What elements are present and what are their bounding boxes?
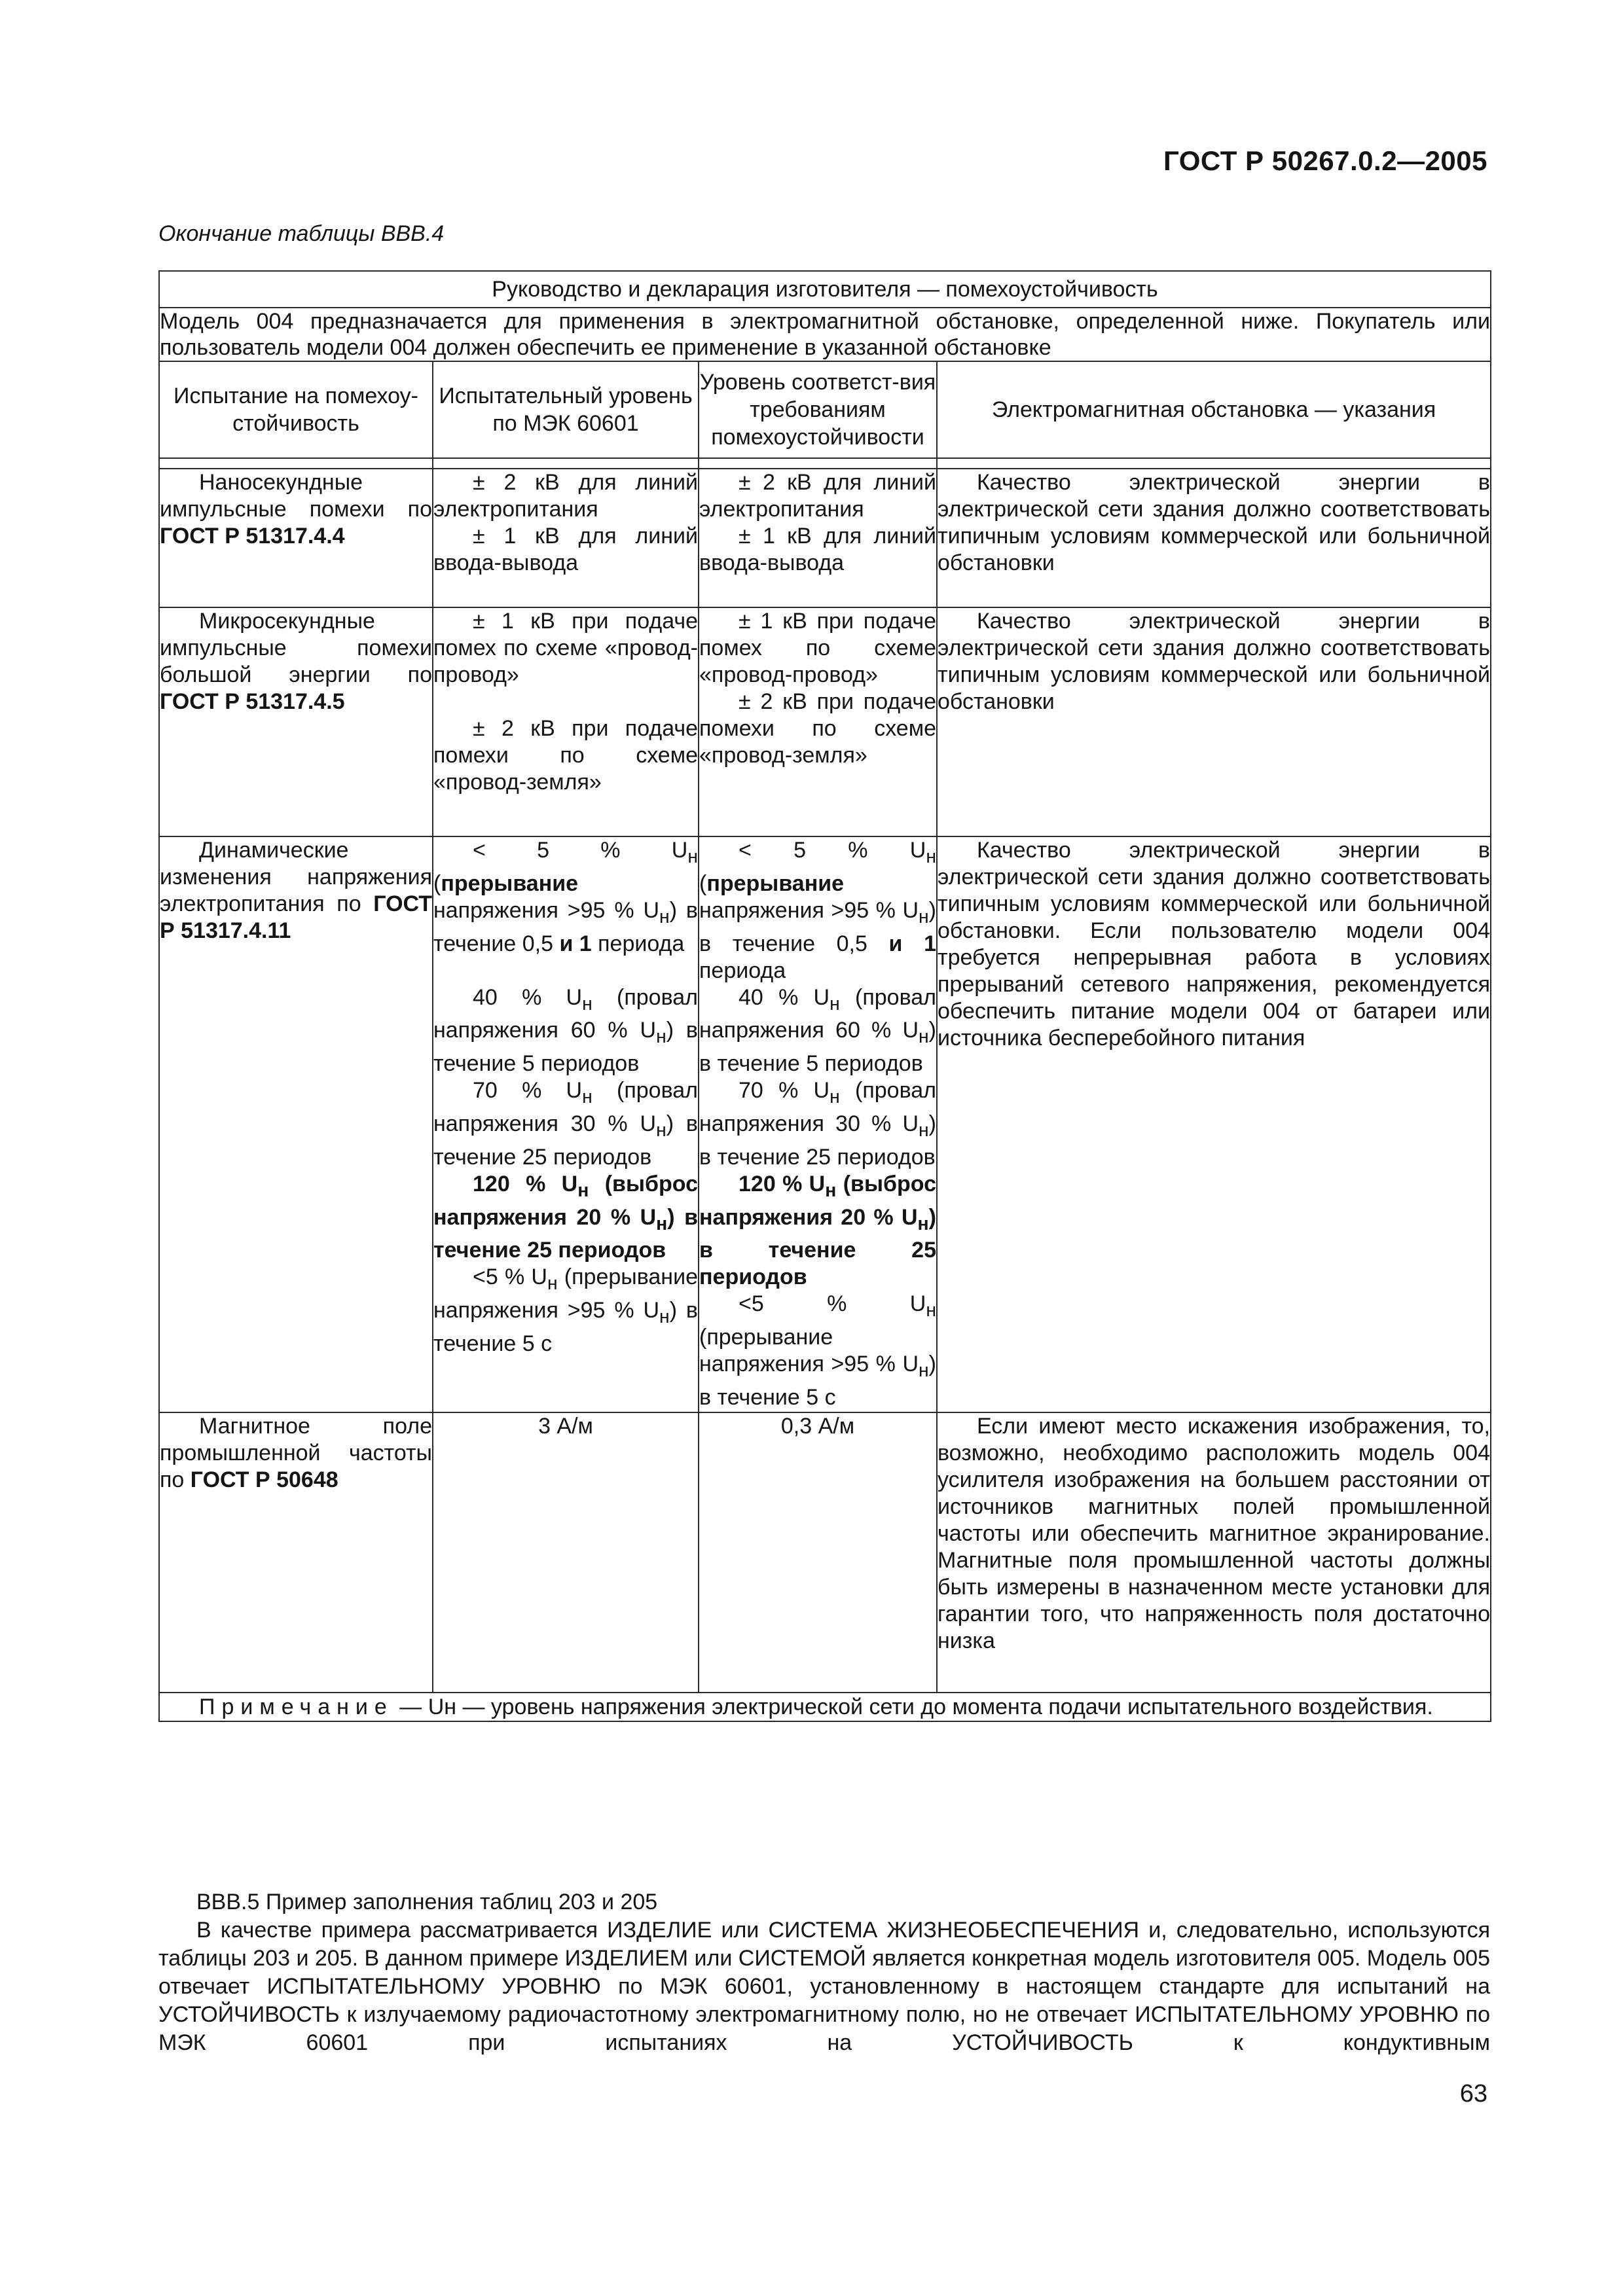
compliance-line: ± 1 кВ для линий ввода-вывода (699, 524, 936, 575)
test-standard: ГОСТ Р 51317.4.5 (160, 689, 345, 714)
section-heading: ВВВ.5 Пример заполнения таблиц 203 и 205 (196, 1890, 658, 1914)
test-name: Наносекундные импульсные помехи по (160, 470, 432, 522)
table-row (159, 1412, 1491, 1693)
compliance-cell (699, 469, 937, 607)
compliance-line: ± 2 кВ при подаче помехи по схеме «провод-земля» (699, 689, 936, 768)
test-level-line: 3 А/м (538, 1414, 593, 1439)
compliance-cell (699, 1412, 937, 1693)
test-standard: ГОСТ Р 51317.4.11 (160, 891, 432, 943)
test-standard: ГОСТ Р 51317.4.4 (160, 524, 345, 548)
document-id: ГОСТ Р 50267.0.2—2005 (1163, 145, 1487, 176)
test-level-line: 70 % $U_н$ (провал напряжения 30 % $U_н$) в течение 25 периодов (433, 1078, 698, 1170)
table-intro: Модель 004 предназначается для применения в электромагнитной обстановке, определенной ниже. Покупатель или пользователь модели 004 должен обеспечить ее применение в указанной обстановке (160, 309, 1490, 360)
environment-text: Если имеют место искажения изображения, то, возможно, необходимо расположить модель 004 усилителя изображения на большем расстоянии от источников магнитных полей промышленной частоты или обеспечить магнитное экранирование. Магнитные поля промышленной частоты должны быть измерены в назначенном месте установки для гарантии того, что напряженность поля достаточно низка (938, 1414, 1490, 1653)
test-level-line: ± 2 кВ при подаче помехи по схеме «провод-земля» (433, 716, 698, 795)
column-header-compliance: Уровень соответст-вия требованиям помехоустойчивости (699, 361, 937, 458)
environment-cell (937, 607, 1491, 836)
compliance-line: 120 % $U_н$ (выброс напряжения 20 % $U_н$) в течение 25 периодов (699, 1171, 936, 1290)
body-text (158, 1888, 1490, 2057)
compliance-line: 70 % $U_н$ (провал напряжения 30 % $U_н$) в течение 25 периодов (699, 1078, 936, 1170)
compliance-line: 40 % $U_н$ (провал напряжения 60 % $U_н$) в течение 5 периодов (699, 984, 936, 1077)
table-row (159, 607, 1491, 836)
compliance-line: <5 % $U_н$ (прерывание напряжения >95 % $U_н$) в течение 5 с (699, 1291, 936, 1410)
test-level-line: ± 1 кВ при подаче помех по схеме «провод-провод» (433, 609, 698, 687)
environment-cell (937, 836, 1491, 1412)
compliance-line: 0,3 А/м (780, 1414, 855, 1439)
table-row (159, 836, 1491, 1412)
test-level-cell (433, 469, 699, 607)
table-title: Руководство и декларация изготовителя — помехоустойчивость (159, 271, 1491, 308)
note-label: Примечание (199, 1695, 393, 1719)
test-cell (159, 1412, 433, 1693)
test-level-cell (433, 607, 699, 836)
test-level-line: <5 % $U_н$ (прерывание напряжения >95 % $U_н$) в течение 5 с (433, 1265, 698, 1356)
environment-text: Качество электрической энергии в электрической сети здания должно соответствовать типичным условиям коммерческой или больничной обстановки (938, 609, 1490, 714)
test-cell (159, 836, 433, 1412)
body-paragraph: В качестве примера рассматривается ИЗДЕЛИЕ или СИСТЕМА ЖИЗНЕОБЕСПЕЧЕНИЯ и, следовательно, используются таблицы 203 и 205. В данном примере ИЗДЕЛИЕМ или СИСТЕМОЙ является конкретная модель изготовителя 005. Модель 005 отвечает ИСПЫТАТЕЛЬНОМУ УРОВНЮ по МЭК 60601, установленному в настоящем стандарте для испытаний на УСТОЙЧИВОСТЬ к излучаемому радиочастотному электромагнитному полю, но не отвечает ИСПЫТАТЕЛЬНОМУ УРОВНЮ по МЭК 60601 при испытаниях на УСТОЙЧИВОСТЬ к кондуктивным (158, 1918, 1490, 2055)
column-header-environment: Электромагнитная обстановка — указания (937, 361, 1491, 458)
table-continuation-caption: Окончание таблицы ВВВ.4 (158, 221, 445, 246)
compliance-line: < 5 % $U_н$ (прерывание напряжения >95 % $U_н$) в течение 0,5 и 1 периода (699, 838, 937, 983)
test-name: Микросекундные импульсные помехи большой энергии по (160, 609, 432, 687)
test-level-line: < 5 % $U_н$ (прерывание напряжения >95 % $U_н$) в течение 0,5 и 1 периода (433, 838, 698, 956)
environment-text: Качество электрической энергии в электрической сети здания должно соответствовать типичным условиям коммерческой или больничной обстановки. Если пользователю модели 004 требуется непрерывная работа в условиях прерываний сетевого напряжения, рекомендуется обеспечить питание модели 004 от батареи или источника бесперебойного питания (938, 838, 1490, 1050)
column-header-test: Испытание на помехоу-стойчивость (159, 361, 433, 458)
environment-cell (937, 469, 1491, 607)
test-level-cell (433, 1412, 699, 1693)
compliance-cell (699, 607, 937, 836)
test-name: Магнитное поле промышленной частоты по (160, 1414, 432, 1492)
test-standard: ГОСТ Р 50648 (190, 1467, 338, 1492)
compliance-line: ± 1 кВ при подаче помех по схеме «провод-провод» (699, 609, 936, 687)
test-cell (159, 469, 433, 607)
test-level-line: 120 % $U_н$ (выброс напряжения 20 % $U_н$) в течение 25 периодов (433, 1171, 698, 1263)
compliance-line: ± 2 кВ для линий электропитания (699, 470, 936, 522)
test-cell (159, 607, 433, 836)
test-level-line: ± 1 кВ для линий ввода-вывода (433, 524, 698, 575)
page-number: 63 (1459, 2080, 1487, 2108)
test-level-line: 40 % $U_н$ (провал напряжения 60 % $U_н$) в течение 5 периодов (433, 984, 698, 1077)
table-note (159, 1693, 1491, 1721)
compliance-cell (699, 836, 937, 1412)
note-text: — Uн — уровень напряжения электрической сети до момента подачи испытательного воздействия. (393, 1695, 1433, 1719)
column-header-test-level: Испытательный уровень по МЭК 60601 (433, 361, 699, 458)
test-level-cell (433, 836, 699, 1412)
table-row (159, 469, 1491, 607)
environment-cell (937, 1412, 1491, 1693)
immunity-table (158, 270, 1491, 1722)
environment-text: Качество электрической энергии в электрической сети здания должно соответствовать типичным условиям коммерческой или больничной обстановки (938, 470, 1490, 575)
test-name: Динамические изменения напряжения электропитания по (160, 838, 432, 916)
test-level-line: ± 2 кВ для линий электропитания (433, 470, 698, 522)
